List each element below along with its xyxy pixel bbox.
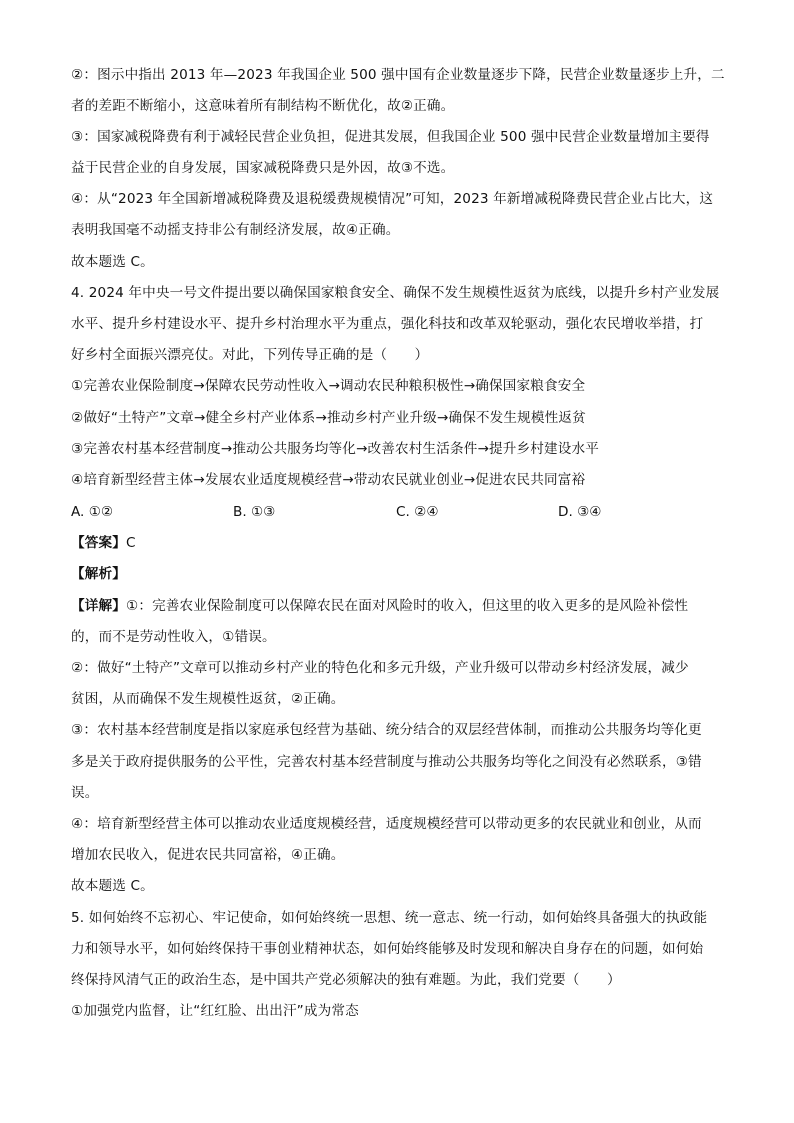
q4-item-1: ①完善农业保险制度→保障农民劳动性收入→调动农民种粮积极性→确保国家粮食安全 (71, 378, 586, 394)
q4-option-a: A. ①② (71, 504, 114, 520)
q4-option-c: C. ②④ (396, 504, 439, 520)
q4-detail-3-line3: 误。 (71, 785, 99, 801)
answer-value: C (125, 535, 136, 551)
q5-stem-line1: 5. 如何始终不忘初心、牢记使命，如何始终统一思想、统一意志、统一行动，如何始终具备强大的执政能 (71, 910, 708, 926)
q5-stem-line2: 力和领导水平，如何始终保持干事创业精神状态，如何始终能够及时发现和解决自身存在的问题，如何始 (71, 941, 704, 957)
q3-analysis-2-line1: ②：图示中指出 2013 年—2023 年我国企业 500 强中国有企业数量逐步下降，民营企业数量逐步上升，二 (71, 67, 725, 83)
q5-item-1: ①加强党内监督，让“红红脸、出出汗”成为常态 (71, 1003, 359, 1019)
q4-detail-1-line2: 的，而不是劳动性收入，①错误。 (71, 629, 276, 645)
q4-detail-2-line2: 贫困，从而确保不发生规模性返贫，②正确。 (71, 691, 345, 707)
q4-detail-1-line1 (71, 596, 688, 616)
q5-stem-line3: 终保持风清气正的政治生态，是中国共产党必须解决的独有难题。为此，我们党要（ ） (71, 972, 621, 988)
q4-stem-line3: 好乡村全面振兴漂亮仗。对此，下列传导正确的是（ ） (71, 347, 429, 363)
q4-item-3: ③完善农村基本经营制度→推动公共服务均等化→改善农村生活条件→提升乡村建设水平 (71, 441, 599, 457)
q3-analysis-3-line1: ③：国家减税降费有利于减轻民营企业负担，促进其发展，但我国企业 500 强中民营企业数量增加主要得 (71, 129, 710, 145)
detail-label: 【详解】 (71, 598, 126, 614)
answer-label: 【答案】 (71, 535, 126, 551)
q4-detail-3-line1: ③：农村基本经营制度是指以家庭承包经营为基础、统分结合的双层经营体制，而推动公共服务均等化更 (71, 722, 702, 738)
q4-analysis-heading (71, 564, 126, 584)
detail-1-text: ①：完善农业保险制度可以保障农民在面对风险时的收入，但这里的收入更多的是风险补偿性 (125, 598, 689, 614)
q4-item-4: ④培育新型经营主体→发展农业适度规模经营→带动农民就业创业→促进农民共同富裕 (71, 472, 586, 488)
analysis-label: 【解析】 (71, 566, 126, 582)
q3-analysis-2-line2: 者的差距不断缩小，这意味着所有制结构不断优化，故②正确。 (71, 98, 455, 114)
q3-analysis-3-line2: 益于民营企业的自身发展，国家减税降费只是外因，故③不选。 (71, 160, 455, 176)
q4-answer (71, 533, 136, 553)
q4-item-2: ②做好“土特产”文章→健全乡村产业体系→推动乡村产业升级→确保不发生规模性返贫 (71, 410, 586, 426)
q3-analysis-4-line2: 表明我国毫不动摇支持非公有制经济发展，故④正确。 (71, 222, 400, 238)
q3-conclusion: 故本题选 C。 (71, 254, 154, 270)
q4-conclusion: 故本题选 C。 (71, 878, 154, 894)
q4-detail-4-line2: 增加农民收入，促进农民共同富裕，④正确。 (71, 847, 345, 863)
q3-analysis-4-line1: ④：从“2023 年全国新增减税降费及退税缓费规模情况”可知，2023 年新增减税降费民营企业占比大，这 (71, 191, 714, 207)
q4-stem-line2: 水平、提升乡村建设水平、提升乡村治理水平为重点，强化科技和改革双轮驱动，强化农民增收举措，打 (71, 316, 704, 332)
q4-stem-line1: 4. 2024 年中央一号文件提出要以确保国家粮食安全、确保不发生规模性返贫为底线，以提升乡村产业发展 (71, 285, 720, 301)
q4-detail-2-line1: ②：做好“土特产”文章可以推动乡村产业的特色化和多元升级，产业升级可以带动乡村经济发展，减少 (71, 660, 689, 676)
q4-option-d: D. ③④ (558, 504, 602, 520)
q4-detail-4-line1: ④：培育新型经营主体可以推动农业适度规模经营，适度规模经营可以带动更多的农民就业和创业，从而 (71, 816, 702, 832)
q4-option-b: B. ①③ (233, 504, 276, 520)
q4-detail-3-line2: 多是关于政府提供服务的公平性，完善农村基本经营制度与推动公共服务均等化之间没有必然联系，③错 (71, 754, 702, 770)
